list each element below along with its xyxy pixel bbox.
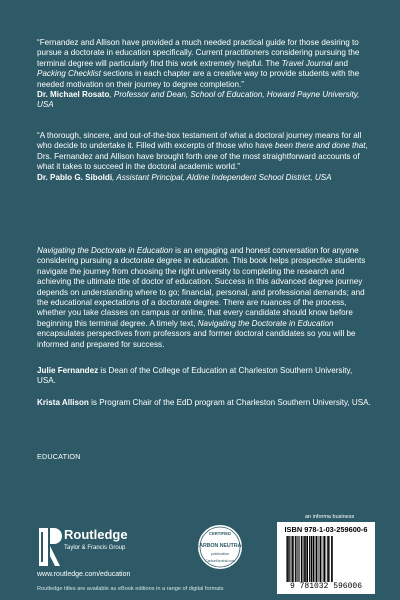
book-description: Navigating the Doctorate in Education is an engaging and honest conversation for anyone considering pursuing a doctorate degree in education. This book helps prospective students navigate the journey from choosing the right university to completing the research and achieving the ultimate title of doctor of education. Success in this advanced degree journey depends on understanding where to go; financial, personal, and professional demands; and the educational expectations of a doctorate degree. There are nuances of the process, whether you take classes on campus or online, that every candidate should know before beginning this terminal degree. A timely text, Navigating the Doctorate in Education encapsulates perspectives from professors and former doctoral candidates so you will be informed and prepared for success.	[37, 246, 366, 349]
endorser-affiliation: , Assistant Principal, Aldine Independent School District, USA	[112, 172, 332, 182]
publisher-name: Routledge	[64, 527, 128, 542]
barcode-bar	[329, 536, 330, 582]
barcode-bar	[295, 536, 296, 582]
barcode-bar	[301, 536, 303, 582]
badge-url-text: CarbonNeutral.com	[205, 559, 235, 563]
publisher-group: Taylor & Francis Group	[64, 545, 126, 551]
barcode-bars-icon	[285, 536, 371, 582]
badge-sub-text: publication	[210, 552, 230, 556]
badge-main-text: CARBON NEUTRAL	[196, 543, 244, 549]
author-bio-allison: Krista Allison is Program Chair of the EdD program at Charleston Southern University, USA.	[37, 398, 371, 407]
barcode-bar	[322, 536, 323, 582]
barcode-bar	[287, 536, 289, 582]
ean-digits: 9 781032 596006	[289, 582, 362, 591]
isbn-number: ISBN 978-1-03-259600-6	[284, 525, 368, 534]
barcode-bar	[292, 536, 294, 582]
informa-business: an informa business	[305, 514, 355, 520]
ebook-note: Routledge titles are available as eBook editions in a range of digital formats	[37, 586, 224, 592]
endorsement-siboldi: “A thorough, sincere, and out-of-the-box testament of what a doctoral journey means for all who decide to undertake it. Filled with excerpts of those who have been there and done that, Drs. Fernandez and Allison have brought forth one of the most straightforward accounts of what it takes to succeed in the doctoral academic world.” Dr. Pablo G. Siboldi, Assistant Principal, Aldine Independent School District, USA	[37, 131, 368, 182]
author-bio-fernandez: Julie Fernandez is Dean of the College of Education at Charleston Southern University, USA.	[37, 366, 353, 386]
barcode-bar	[304, 536, 306, 582]
barcode-bar	[323, 536, 325, 582]
carbon-neutral-badge-icon	[196, 523, 244, 571]
barcode-bar	[299, 536, 300, 582]
barcode-bar	[313, 536, 314, 582]
barcode-bar	[298, 536, 299, 582]
barcode-bar	[303, 536, 304, 582]
barcode-bar	[327, 536, 329, 582]
barcode-bar	[289, 536, 290, 582]
barcode-bar	[311, 536, 313, 582]
barcode	[277, 522, 375, 594]
barcode-bar	[316, 536, 318, 582]
endorser-name: Dr. Pablo G. Siboldi	[37, 172, 113, 182]
routledge-logo-icon	[37, 526, 62, 568]
badge-top-text: CERTIFIED	[208, 531, 232, 536]
barcode-bar	[309, 536, 310, 582]
barcode-bar	[326, 536, 327, 582]
barcode-bar	[315, 536, 316, 582]
endorser-name: Dr. Michael Rosato	[37, 90, 110, 100]
subject-category: EDUCATION	[37, 452, 81, 461]
barcode-bar	[286, 536, 287, 582]
endorser-affiliation: , Professor and Dean, School of Education, Howard Payne University, USA	[37, 90, 360, 110]
publisher-url[interactable]: www.routledge.com/education	[37, 571, 131, 578]
barcode-bar	[318, 536, 319, 582]
barcode-bar	[306, 536, 308, 582]
endorsement-rosato: “Fernandez and Allison have provided a much needed practical guide for those desiring to pursue a doctorate in education specifically. Current practitioners considering pursuing the terminal degree will particularly find this work extremely helpful. The Travel Journal and Packing Checklist sections in each chapter are a creative way to provide students with the needed motivation on their journey to degree completion.” Dr. Michael Rosato, Professor and Dean, School of Education, Howard Payne University, USA	[37, 38, 360, 110]
barcode-bar	[331, 536, 333, 582]
barcode-bar	[320, 536, 322, 582]
barcode-bar	[296, 536, 297, 582]
barcode-bar	[291, 536, 292, 582]
